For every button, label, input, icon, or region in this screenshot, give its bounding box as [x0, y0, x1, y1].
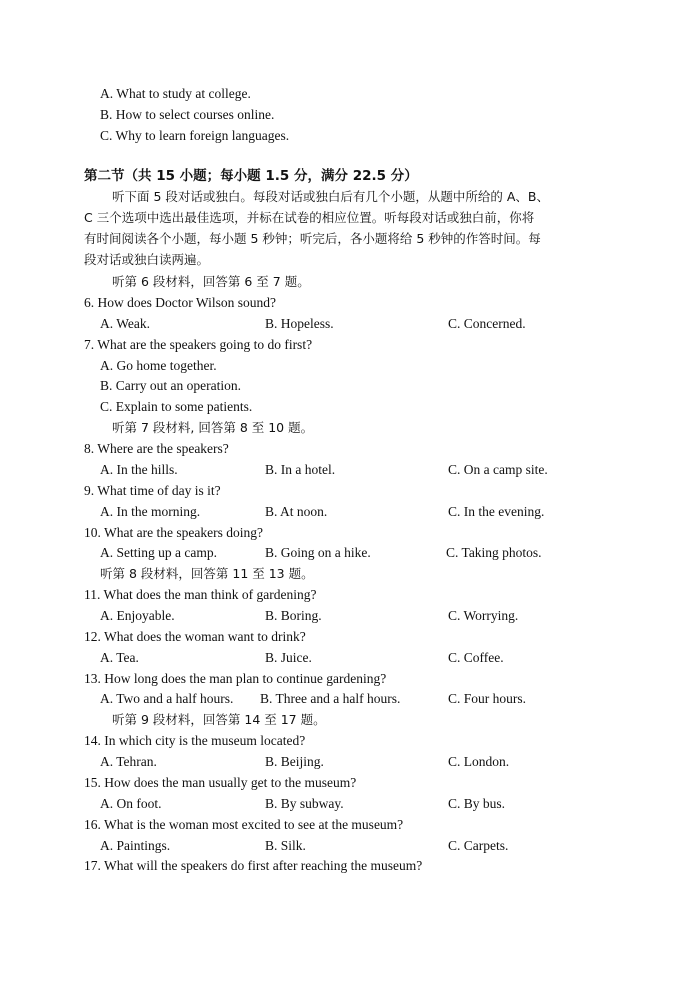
- option-a: A. Paintings.: [100, 838, 171, 853]
- option-c: C. By bus.: [448, 796, 506, 811]
- option-b: B. Beijing.: [265, 754, 324, 769]
- option-c: C. London.: [448, 754, 510, 769]
- prev-option-a: A. What to study at college.: [100, 86, 251, 101]
- option-a: A. Setting up a camp.: [100, 545, 217, 560]
- question-8: 8. Where are the speakers?: [84, 441, 229, 456]
- question-11: 11. What does the man think of gardening?: [84, 587, 317, 602]
- option-b: B. Carry out an operation.: [100, 378, 241, 393]
- section-heading: 第二节（共 15 小题；每小题 1.5 分，满分 22.5 分）: [84, 168, 418, 184]
- option-b: B. Three and a half hours.: [260, 691, 401, 706]
- material-7-note: 听第 7 段材料, 回答第 8 至 10 题。: [112, 420, 314, 435]
- option-b: B. Juice.: [265, 650, 312, 665]
- option-a: A. Weak.: [100, 316, 151, 331]
- instruction-line: 听下面 5 段对话或独白。每段对话或独白后有几个小题，从题中所给的 A、B、: [112, 189, 550, 204]
- material-8-note: 听第 8 段材料，回答第 11 至 13 题。: [100, 566, 314, 581]
- option-a: A. In the morning.: [100, 504, 201, 519]
- option-a: A. In the hills.: [100, 462, 178, 477]
- option-b: B. Going on a hike.: [265, 545, 371, 560]
- prev-option-c: C. Why to learn foreign languages.: [100, 128, 290, 143]
- option-b: B. At noon.: [265, 504, 328, 519]
- option-a: A. Tehran.: [100, 754, 157, 769]
- instruction-line: 有时间阅读各个小题，每小题 5 秒钟；听完后，各小题将给 5 秒钟的作答时间。每: [84, 231, 541, 246]
- question-16: 16. What is the woman most excited to see at the museum?: [84, 817, 404, 832]
- option-c: C. In the evening.: [448, 504, 545, 519]
- option-a: A. Enjoyable.: [100, 608, 175, 623]
- option-c: C. Worrying.: [448, 608, 519, 623]
- question-10: 10. What are the speakers doing?: [84, 525, 263, 540]
- option-b: B. Boring.: [265, 608, 322, 623]
- question-13: 13. How long does the man plan to continue gardening?: [84, 671, 387, 686]
- option-a: A. Tea.: [100, 650, 139, 665]
- question-12: 12. What does the woman want to drink?: [84, 629, 306, 644]
- option-b: B. In a hotel.: [265, 462, 336, 477]
- question-15: 15. How does the man usually get to the museum?: [84, 775, 357, 790]
- option-c: C. Carpets.: [448, 838, 509, 853]
- option-b: B. By subway.: [265, 796, 344, 811]
- material-9-note: 听第 9 段材料，回答第 14 至 17 题。: [112, 712, 326, 727]
- option-c: C. Coffee.: [448, 650, 504, 665]
- material-6-note: 听第 6 段材料，回答第 6 至 7 题。: [112, 274, 310, 289]
- option-a: A. Two and a half hours.: [100, 691, 234, 706]
- question-7: 7. What are the speakers going to do first?: [84, 337, 313, 352]
- option-c: C. On a camp site.: [448, 462, 548, 477]
- option-c: C. Concerned.: [448, 316, 526, 331]
- question-9: 9. What time of day is it?: [84, 483, 221, 498]
- instruction-line: C 三个选项中选出最佳选项，并标在试卷的相应位置。听每段对话或独白前，你将: [84, 210, 535, 225]
- option-b: B. Silk.: [265, 838, 306, 853]
- option-b: B. Hopeless.: [265, 316, 334, 331]
- option-c: C. Explain to some patients.: [100, 399, 253, 414]
- option-c: C. Four hours.: [448, 691, 527, 706]
- option-a: A. On foot.: [100, 796, 162, 811]
- instruction-line: 段对话或独白读两遍。: [84, 252, 210, 267]
- option-a: A. Go home together.: [100, 358, 217, 373]
- question-17: 17. What will the speakers do first after reaching the museum?: [84, 858, 423, 873]
- option-c: C. Taking photos.: [446, 545, 542, 560]
- prev-option-b: B. How to select courses online.: [100, 107, 275, 122]
- question-6: 6. How does Doctor Wilson sound?: [84, 295, 276, 310]
- question-14: 14. In which city is the museum located?: [84, 733, 306, 748]
